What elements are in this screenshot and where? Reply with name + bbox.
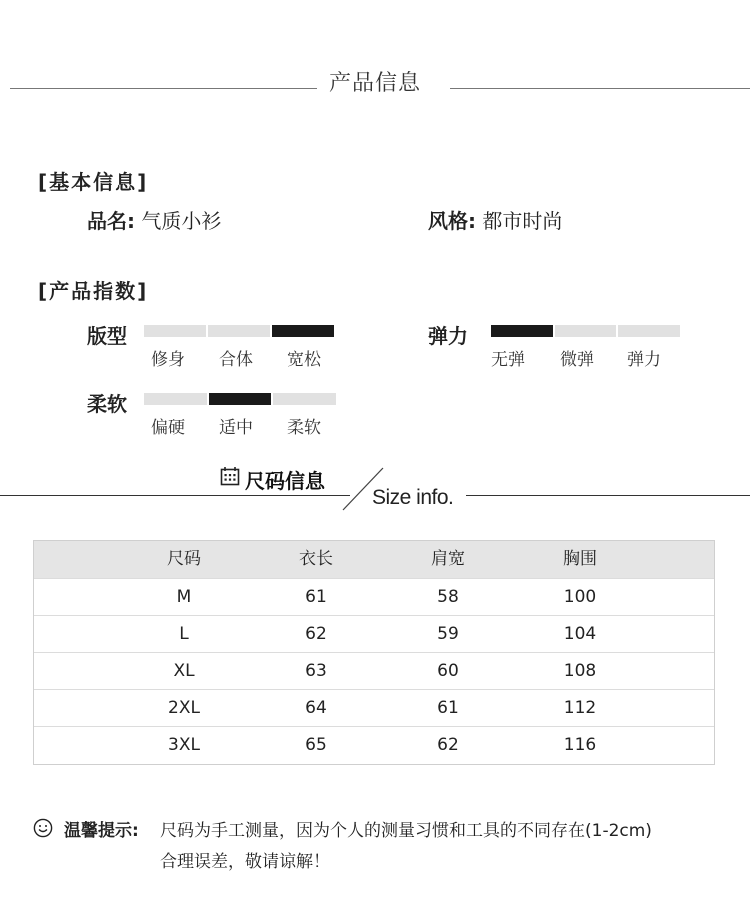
table-cell: 64 xyxy=(305,698,327,718)
fit-label: 版型 xyxy=(87,324,127,348)
elasticity-segment xyxy=(555,325,617,337)
table-cell: 2XL xyxy=(168,698,200,718)
table-cell: 116 xyxy=(563,735,597,755)
table-cell: 61 xyxy=(305,587,327,607)
tips-label: 温馨提示: xyxy=(64,821,139,841)
size-table xyxy=(33,540,715,765)
softness-scale xyxy=(144,393,336,405)
size-rule-right xyxy=(466,495,750,496)
table-cell: 59 xyxy=(437,624,459,644)
table-header-row xyxy=(34,541,714,578)
table-cell: 62 xyxy=(437,735,459,755)
table-cell: 104 xyxy=(563,624,597,644)
table-cell: 58 xyxy=(437,587,459,607)
basic-info-label: [基本信息] xyxy=(38,170,149,194)
softness-segment xyxy=(273,393,336,405)
fit-option: 合体 xyxy=(219,350,253,370)
softness-option: 偏硬 xyxy=(151,418,185,438)
table-header-cell: 胸围 xyxy=(563,549,597,569)
softness-label: 柔软 xyxy=(87,392,127,416)
table-header-cell: 肩宽 xyxy=(431,549,465,569)
product-style xyxy=(428,205,562,234)
calendar-grid-icon xyxy=(220,466,240,486)
page-title: 产品信息 xyxy=(328,71,421,96)
elasticity-option: 微弹 xyxy=(560,350,594,370)
product-style-key: 风格: xyxy=(428,209,476,233)
elasticity-segment xyxy=(491,325,553,337)
table-cell: XL xyxy=(173,661,195,681)
table-cell: 112 xyxy=(563,698,597,718)
table-cell: 108 xyxy=(563,661,597,681)
table-header-cell: 尺码 xyxy=(167,549,201,569)
table-cell: 60 xyxy=(437,661,459,681)
fit-segment xyxy=(144,325,206,337)
elasticity-segment xyxy=(618,325,680,337)
table-cell: L xyxy=(179,624,189,644)
table-header-cell: 衣长 xyxy=(299,549,333,569)
table-cell: 61 xyxy=(437,698,459,718)
fit-option: 修身 xyxy=(151,350,185,370)
tips-text-line2: 合理误差，敬请谅解！ xyxy=(160,852,330,872)
elasticity-option: 弹力 xyxy=(627,350,661,370)
fit-scale xyxy=(144,325,334,337)
elasticity-label: 弹力 xyxy=(428,324,468,348)
product-name-value: 气质小衫 xyxy=(141,209,222,233)
softness-option: 柔软 xyxy=(287,418,321,438)
softness-segment xyxy=(209,393,272,405)
size-info-subtitle: Size info. xyxy=(372,486,454,509)
table-cell: 100 xyxy=(563,587,597,607)
table-row xyxy=(34,615,714,652)
smiley-icon xyxy=(33,818,53,838)
tips-text-line1: 尺码为手工测量，因为个人的测量习惯和工具的不同存在(1-2cm) xyxy=(160,821,652,841)
product-name-key: 品名: xyxy=(87,209,135,233)
table-cell: 65 xyxy=(305,735,327,755)
table-cell: 62 xyxy=(305,624,327,644)
fit-option: 宽松 xyxy=(287,350,321,370)
fit-segment xyxy=(272,325,334,337)
table-row xyxy=(34,652,714,689)
table-cell: M xyxy=(176,587,192,607)
size-info-title: 尺码信息 xyxy=(245,469,325,493)
table-row xyxy=(34,726,714,763)
product-style-value: 都市时尚 xyxy=(482,209,563,233)
fit-segment xyxy=(208,325,270,337)
softness-option: 适中 xyxy=(219,418,253,438)
table-cell: 63 xyxy=(305,661,327,681)
size-rule-left xyxy=(0,495,350,496)
product-name xyxy=(87,205,221,234)
softness-segment xyxy=(144,393,207,405)
table-cell: 3XL xyxy=(168,735,200,755)
elasticity-scale xyxy=(491,325,680,337)
product-index-label: [产品指数] xyxy=(38,279,149,303)
table-row xyxy=(34,689,714,726)
table-row xyxy=(34,578,714,615)
elasticity-option: 无弹 xyxy=(491,350,525,370)
